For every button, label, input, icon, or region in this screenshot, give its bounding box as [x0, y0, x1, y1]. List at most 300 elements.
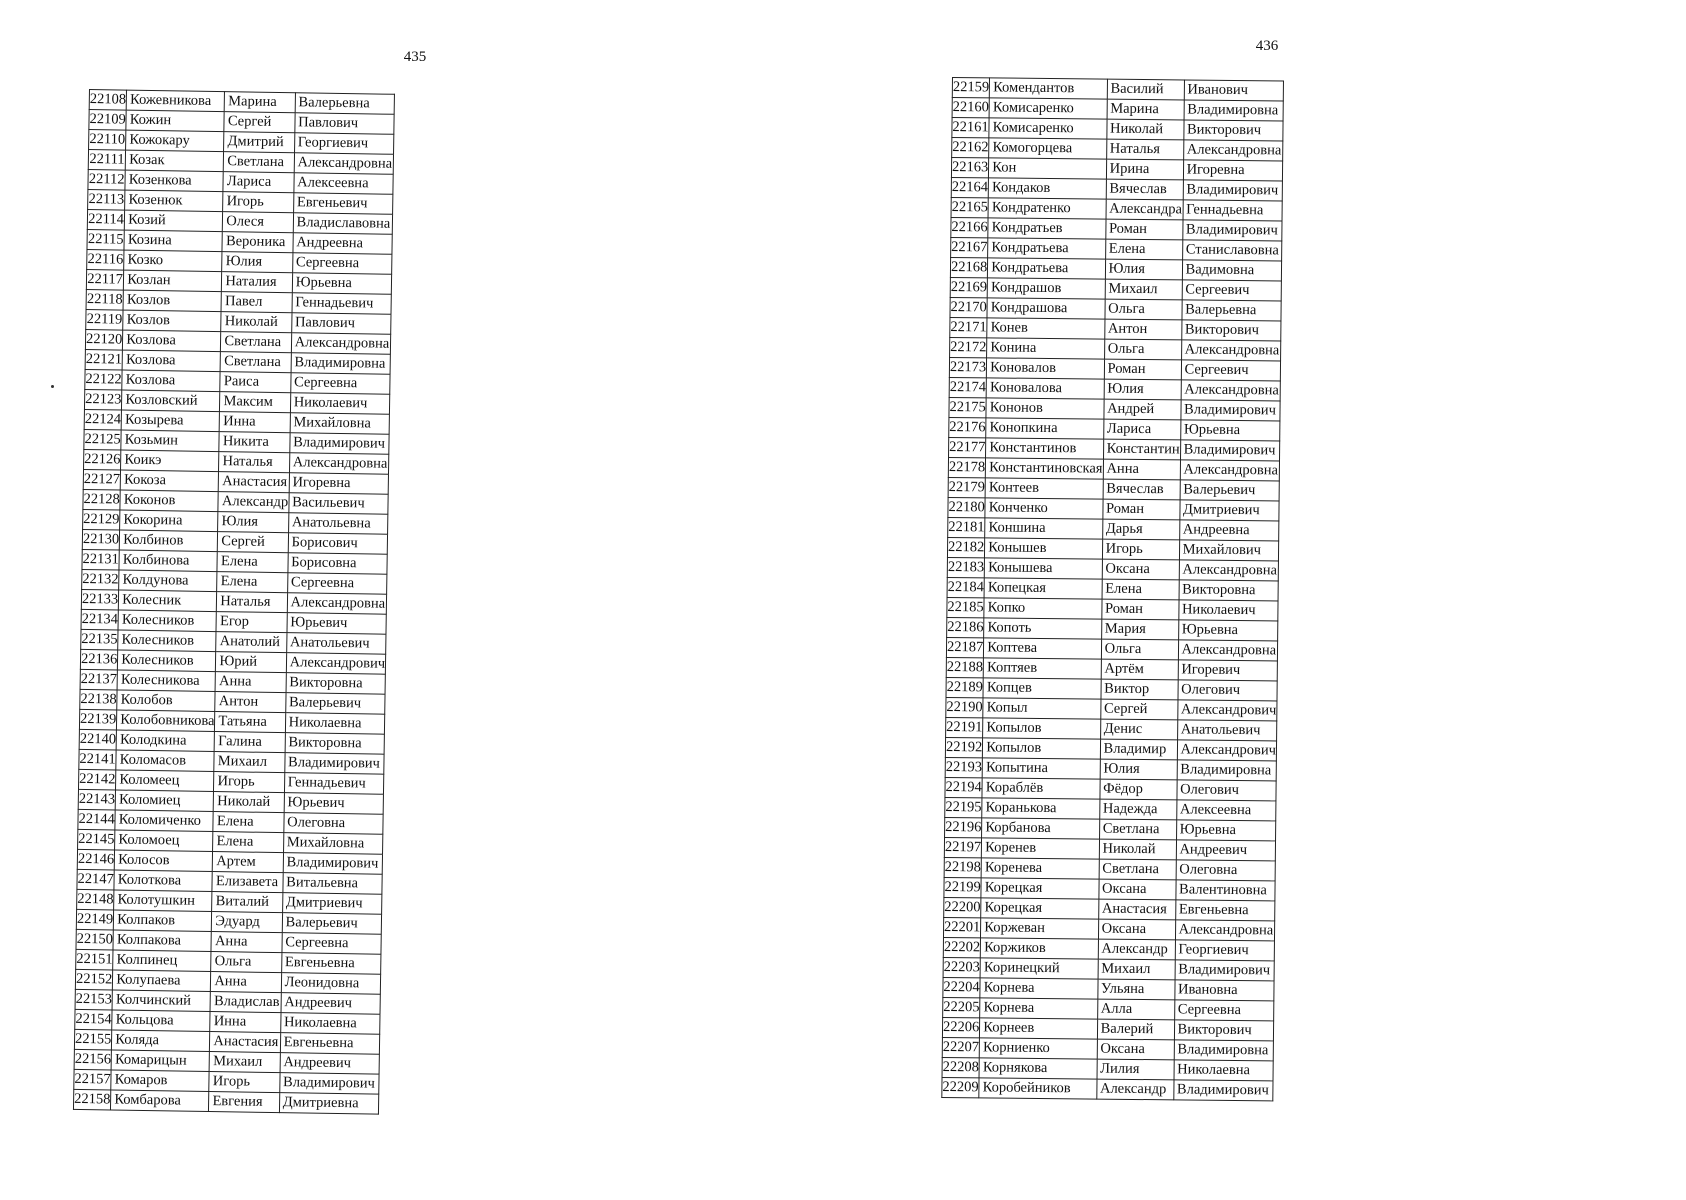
last-name-cell: Копцев [983, 678, 1101, 699]
record-number-cell: 22197 [944, 837, 981, 857]
record-number-cell: 22131 [82, 549, 120, 570]
patronymic-cell: Александровна [1183, 140, 1283, 161]
page-number: 436 [1255, 38, 1279, 54]
patronymic-cell: Леонидовна [281, 973, 381, 995]
first-name-cell: Николай [221, 312, 292, 333]
record-number-cell: 22193 [945, 757, 982, 777]
first-name-cell: Евгения [209, 1092, 280, 1113]
last-name-cell: Козлов [123, 310, 221, 332]
first-name-cell: Инна [210, 1012, 281, 1033]
last-name-cell: Контеев [985, 478, 1103, 499]
record-number-cell: 22150 [76, 929, 114, 950]
record-number-cell: 22154 [75, 1009, 113, 1030]
patronymic-cell: Дмитриевич [282, 893, 382, 915]
table-row [949, 417, 1280, 440]
first-name-cell: Анна [211, 932, 282, 953]
last-name-cell: Кокорина [120, 510, 218, 532]
record-number-cell: 22121 [85, 349, 123, 370]
patronymic-cell: Сергеевна [287, 573, 387, 595]
first-name-cell: Александр [1096, 1079, 1173, 1100]
table-row [942, 1017, 1273, 1040]
stray-mark [51, 385, 54, 388]
last-name-cell: Козлова [123, 330, 221, 352]
record-number-cell: 22134 [81, 609, 119, 630]
patronymic-cell: Сергеевна [292, 253, 392, 275]
first-name-cell: Эдуард [212, 912, 283, 933]
patronymic-cell: Юрьевич [287, 613, 387, 635]
first-name-cell: Юлия [1104, 379, 1181, 400]
record-number-cell: 22141 [79, 749, 117, 770]
first-name-cell: Василий [1107, 79, 1184, 100]
first-name-cell: Юлия [218, 512, 289, 533]
record-number-cell: 22188 [946, 657, 983, 677]
record-number-cell: 22185 [947, 597, 984, 617]
last-name-cell: Коломиец [115, 790, 213, 812]
first-name-cell: Николай [214, 792, 285, 813]
last-name-cell: Кондаков [988, 178, 1106, 199]
patronymic-cell: Александрович [1177, 700, 1277, 721]
table-row [947, 557, 1278, 580]
patronymic-cell: Владимировна [1177, 760, 1277, 781]
record-number-cell: 22130 [82, 529, 120, 550]
first-name-cell: Вячеслав [1103, 479, 1180, 500]
record-number-cell: 22177 [949, 437, 986, 457]
last-name-cell: Коранькова [982, 798, 1100, 819]
patronymic-cell: Юрьевна [1180, 420, 1280, 441]
first-name-cell: Валерий [1097, 1019, 1174, 1040]
first-name-cell: Виталий [212, 892, 283, 913]
first-name-cell: Владислав [210, 992, 281, 1013]
patronymic-cell: Владимирович [289, 433, 389, 455]
first-name-cell: Галина [214, 732, 285, 753]
record-number-cell: 22199 [944, 877, 981, 897]
record-number-cell: 22149 [76, 909, 114, 930]
record-number-cell: 22164 [951, 177, 988, 197]
last-name-cell: Колесникова [117, 670, 215, 692]
patronymic-cell: Михайлович [1179, 540, 1279, 561]
table-row [950, 317, 1281, 340]
last-name-cell: Комисаренко [989, 98, 1107, 119]
first-name-cell: Игорь [1102, 539, 1179, 560]
last-name-cell: Константиновская [986, 458, 1104, 479]
record-number-cell: 22209 [942, 1077, 979, 1097]
record-number-cell: 22132 [82, 569, 120, 590]
first-name-cell: Николай [1106, 119, 1183, 140]
last-name-cell: Козьмин [121, 430, 219, 452]
table-row [949, 377, 1280, 400]
first-name-cell: Фёдор [1100, 779, 1177, 800]
patronymic-cell: Валерьевна [1182, 300, 1282, 321]
record-number-cell: 22143 [78, 789, 116, 810]
record-number-cell: 22148 [77, 889, 115, 910]
first-name-cell: Михаил [209, 1052, 280, 1073]
first-name-cell: Николай [1099, 839, 1176, 860]
last-name-cell: Корниенко [979, 1038, 1097, 1059]
patronymic-cell: Евгеньевна [1175, 900, 1275, 921]
patronymic-cell: Александровна [1175, 920, 1275, 941]
last-name-cell: Комогорцева [989, 138, 1107, 159]
table-row [951, 177, 1282, 200]
first-name-cell: Елена [1105, 239, 1182, 260]
first-name-cell: Юлия [1105, 259, 1182, 280]
record-number-cell: 22152 [75, 969, 113, 990]
record-number-cell: 22117 [86, 269, 124, 290]
table-row [942, 1037, 1273, 1060]
patronymic-cell: Георгиевич [1175, 940, 1275, 961]
record-number-cell: 22181 [948, 517, 985, 537]
last-name-cell: Колотушкин [114, 890, 212, 912]
record-number-cell: 22198 [944, 857, 981, 877]
first-name-cell: Наталья [1106, 139, 1183, 160]
table-row [949, 437, 1280, 460]
patronymic-cell: Николаевна [1174, 1060, 1274, 1081]
first-name-cell: Лариса [1103, 419, 1180, 440]
last-name-cell: Корецкая [981, 898, 1099, 919]
last-name-cell: Козлова [122, 370, 220, 392]
patronymic-cell: Владимировна [1174, 1040, 1274, 1061]
last-name-cell: Колпакова [113, 930, 211, 952]
record-number-cell: 22122 [85, 369, 123, 390]
record-number-cell: 22110 [89, 130, 127, 151]
last-name-cell: Колпинец [113, 950, 211, 972]
patronymic-cell: Андреевич [280, 1053, 380, 1075]
last-name-cell: Кондрашов [987, 278, 1105, 299]
first-name-cell: Анастасия [210, 1032, 281, 1053]
table-row [942, 1077, 1273, 1100]
last-name-cell: Колесник [119, 590, 217, 612]
record-number-cell: 22202 [943, 937, 980, 957]
patronymic-cell: Александровна [1180, 460, 1280, 481]
table-row [942, 1057, 1273, 1080]
patronymic-cell: Сергеевна [290, 373, 390, 395]
patronymic-cell: Иванович [1184, 80, 1284, 101]
last-name-cell: Колбинова [119, 550, 217, 572]
patronymic-cell: Сергеевич [1182, 280, 1282, 301]
record-number-cell: 22200 [944, 897, 981, 917]
patronymic-cell: Дмитриевич [1179, 500, 1279, 521]
patronymic-cell: Павлович [294, 113, 394, 135]
record-number-cell: 22178 [948, 457, 985, 477]
last-name-cell: Коляда [112, 1030, 210, 1052]
first-name-cell: Артем [213, 852, 284, 873]
record-number-cell: 22160 [952, 98, 989, 118]
record-number-cell: 22126 [84, 449, 122, 470]
first-name-cell: Виктор [1101, 679, 1178, 700]
record-number-cell: 22158 [73, 1089, 111, 1110]
last-name-cell: Коломасов [116, 750, 214, 772]
first-name-cell: Елена [1102, 579, 1179, 600]
first-name-cell: Вероника [222, 232, 293, 253]
last-name-cell: Корнева [980, 978, 1098, 999]
patronymic-cell: Евгеньевна [281, 953, 381, 975]
record-number-cell: 22155 [74, 1029, 112, 1050]
patronymic-cell: Михайловна [283, 833, 383, 855]
record-number-cell: 22174 [949, 377, 986, 397]
last-name-cell: Кондрашова [987, 298, 1105, 319]
first-name-cell: Сергей [218, 532, 289, 553]
last-name-cell: Копытина [982, 758, 1100, 779]
last-name-cell: Копылов [983, 718, 1101, 739]
record-number-cell: 22120 [85, 329, 123, 350]
patronymic-cell: Викторовна [1179, 580, 1279, 601]
first-name-cell: Дмитрий [224, 132, 295, 153]
table-row [946, 717, 1277, 740]
first-name-cell: Ольга [1104, 339, 1181, 360]
table-row [945, 777, 1276, 800]
first-name-cell: Раиса [220, 372, 291, 393]
first-name-cell: Роман [1101, 599, 1178, 620]
table-row [946, 657, 1277, 680]
patronymic-cell: Андреевна [293, 233, 393, 255]
first-name-cell: Елизавета [212, 872, 283, 893]
first-name-cell: Андрей [1104, 399, 1181, 420]
first-name-cell: Елена [213, 812, 284, 833]
patronymic-cell: Николаевна [280, 1013, 380, 1035]
table-body [73, 90, 394, 1115]
first-name-cell: Оксана [1102, 559, 1179, 580]
first-name-cell: Михаил [1098, 959, 1175, 980]
record-number-cell: 22166 [951, 217, 988, 237]
patronymic-cell: Валерьевна [295, 93, 395, 115]
record-number-cell: 22125 [84, 429, 122, 450]
last-name-cell: Козий [125, 210, 223, 232]
last-name-cell: Кокоза [120, 470, 218, 492]
record-number-cell: 22127 [83, 469, 121, 490]
record-number-cell: 22157 [74, 1069, 112, 1090]
table-row [943, 977, 1274, 1000]
record-number-cell: 22124 [84, 409, 122, 430]
patronymic-cell: Евгеньевич [293, 193, 393, 215]
last-name-cell: Кононов [986, 398, 1104, 419]
table-row [944, 897, 1275, 920]
first-name-cell: Анастасия [1098, 899, 1175, 920]
patronymic-cell: Николаевич [1178, 600, 1278, 621]
last-name-cell: Корнякова [979, 1058, 1097, 1079]
patronymic-cell: Владимирович [1180, 400, 1280, 421]
table-row [947, 537, 1278, 560]
table-row [943, 997, 1274, 1020]
first-name-cell: Олеся [223, 212, 294, 233]
last-name-cell: Комбарова [111, 1090, 209, 1112]
first-name-cell: Анатолий [216, 632, 287, 653]
table-row [945, 817, 1276, 840]
first-name-cell: Наталия [222, 272, 293, 293]
patronymic-cell: Васильевич [289, 493, 389, 515]
record-number-cell: 22156 [74, 1049, 112, 1070]
last-name-cell: Копецкая [984, 578, 1102, 599]
table-row [943, 937, 1274, 960]
record-number-cell: 22194 [945, 777, 982, 797]
record-number-cell: 22176 [949, 417, 986, 437]
record-number-cell: 22108 [89, 90, 127, 111]
table-row [952, 98, 1283, 121]
record-number-cell: 22195 [945, 797, 982, 817]
patronymic-cell: Дмитриевна [279, 1093, 379, 1115]
patronymic-cell: Юрьевна [1176, 820, 1276, 841]
record-number-cell: 22180 [948, 497, 985, 517]
table-body [942, 78, 1284, 1101]
last-name-cell: Коикэ [121, 450, 219, 472]
table-row [944, 837, 1275, 860]
table-row [952, 118, 1283, 141]
table-row [950, 297, 1281, 320]
record-number-cell: 22187 [946, 637, 983, 657]
last-name-cell: Конченко [985, 498, 1103, 519]
last-name-cell: Комарицын [111, 1050, 209, 1072]
last-name-cell: Козенюк [125, 190, 223, 212]
table-row [947, 577, 1278, 600]
patronymic-cell: Владимирович [283, 853, 383, 875]
first-name-cell: Ольга [1105, 299, 1182, 320]
first-name-cell: Юлия [222, 252, 293, 273]
first-name-cell: Антон [1104, 319, 1181, 340]
record-number-cell: 22196 [945, 817, 982, 837]
patronymic-cell: Михайловна [290, 413, 390, 435]
patronymic-cell: Игоревич [1178, 660, 1278, 681]
last-name-cell: Коконов [120, 490, 218, 512]
record-number-cell: 22175 [949, 397, 986, 417]
last-name-cell: Козлова [122, 350, 220, 372]
record-number-cell: 22142 [78, 769, 116, 790]
last-name-cell: Козлов [123, 290, 221, 312]
patronymic-cell: Валерьевич [1180, 480, 1280, 501]
patronymic-cell: Владимировна [291, 353, 391, 375]
table-row [951, 217, 1282, 240]
patronymic-cell: Геннадьевич [292, 293, 392, 315]
last-name-cell: Колбинов [120, 530, 218, 552]
last-name-cell: Кожокару [126, 130, 224, 152]
first-name-cell: Ольга [211, 952, 282, 973]
last-name-cell: Корнеев [980, 1018, 1098, 1039]
record-number-cell: 22146 [77, 849, 115, 870]
table-row [945, 757, 1276, 780]
first-name-cell: Ольга [1101, 639, 1178, 660]
last-name-cell: Корнева [980, 998, 1098, 1019]
first-name-cell: Вячеслав [1106, 179, 1183, 200]
record-number-cell: 22203 [943, 957, 980, 977]
last-name-cell: Коломоец [115, 830, 213, 852]
last-name-cell: Колупаева [113, 970, 211, 992]
record-number-cell: 22171 [950, 317, 987, 337]
first-name-cell: Лариса [223, 172, 294, 193]
patronymic-cell: Александрович [286, 653, 386, 675]
last-name-cell: Коншина [985, 518, 1103, 539]
first-name-cell: Игорь [214, 772, 285, 793]
last-name-cell: Коновалов [987, 358, 1105, 379]
name-register-table [941, 77, 1284, 1101]
record-number-cell: 22190 [946, 697, 983, 717]
patronymic-cell: Ивановна [1174, 980, 1274, 1001]
record-number-cell: 22129 [83, 509, 121, 530]
patronymic-cell: Владимирович [1173, 1080, 1273, 1101]
first-name-cell: Александр [218, 492, 289, 513]
first-name-cell: Светлана [221, 332, 292, 353]
record-number-cell: 22144 [78, 809, 116, 830]
patronymic-cell: Борисовна [288, 553, 388, 575]
record-number-cell: 22208 [942, 1057, 979, 1077]
last-name-cell: Козак [125, 150, 223, 172]
record-number-cell: 22139 [79, 709, 117, 730]
table-row [952, 78, 1283, 101]
last-name-cell: Комаров [111, 1070, 209, 1092]
record-number-cell: 22161 [952, 118, 989, 138]
last-name-cell: Козырева [121, 410, 219, 432]
first-name-cell: Денис [1100, 719, 1177, 740]
last-name-cell: Комендантов [990, 78, 1108, 99]
record-number-cell: 22153 [75, 989, 113, 1010]
last-name-cell: Копоть [984, 618, 1102, 639]
first-name-cell: Ирина [1106, 159, 1183, 180]
first-name-cell: Владимир [1100, 739, 1177, 760]
last-name-cell: Кондратенко [988, 198, 1106, 219]
table-row [946, 637, 1277, 660]
patronymic-cell: Владимирович [279, 1073, 379, 1095]
last-name-cell: Колдунова [119, 570, 217, 592]
patronymic-cell: Игоревна [1183, 160, 1283, 181]
table-row [946, 697, 1277, 720]
last-name-cell: Коринецкий [980, 958, 1098, 979]
record-number-cell: 22112 [88, 169, 126, 190]
patronymic-cell: Евгеньевна [280, 1033, 380, 1055]
first-name-cell: Максим [220, 392, 291, 413]
first-name-cell: Светлана [1099, 859, 1176, 880]
record-number-cell: 22172 [950, 337, 987, 357]
first-name-cell: Оксана [1097, 1039, 1174, 1060]
record-number-cell: 22204 [943, 977, 980, 997]
table-row [947, 597, 1278, 620]
table-row [952, 138, 1283, 161]
first-name-cell: Надежда [1099, 799, 1176, 820]
table-row [950, 277, 1281, 300]
patronymic-cell: Олеговна [1176, 860, 1276, 881]
last-name-cell: Козенкова [125, 170, 223, 192]
record-number-cell: 22114 [87, 209, 125, 230]
patronymic-cell: Александровна [1181, 380, 1281, 401]
first-name-cell: Наталья [217, 592, 288, 613]
last-name-cell: Колосов [114, 850, 212, 872]
record-number-cell: 22123 [84, 389, 122, 410]
table-row [951, 237, 1282, 260]
first-name-cell: Сергей [224, 112, 295, 133]
record-number-cell: 22109 [89, 110, 127, 131]
last-name-cell: Колесников [118, 630, 216, 652]
patronymic-cell: Вадимовна [1182, 260, 1282, 281]
record-number-cell: 22147 [77, 869, 115, 890]
last-name-cell: Козина [124, 230, 222, 252]
first-name-cell: Светлана [220, 352, 291, 373]
last-name-cell: Козлан [124, 270, 222, 292]
first-name-cell: Марина [225, 92, 296, 113]
first-name-cell: Елена [217, 552, 288, 573]
first-name-cell: Роман [1102, 499, 1179, 520]
last-name-cell: Кораблёв [982, 778, 1100, 799]
table-row [948, 497, 1279, 520]
patronymic-cell: Анатольевна [288, 513, 388, 535]
last-name-cell: Копко [984, 598, 1102, 619]
first-name-cell: Сергей [1100, 699, 1177, 720]
table-row [945, 737, 1276, 760]
first-name-cell: Татьяна [215, 712, 286, 733]
record-number-cell: 22207 [942, 1037, 979, 1057]
first-name-cell: Алла [1097, 999, 1174, 1020]
patronymic-cell: Александровна [1178, 640, 1278, 661]
first-name-cell: Оксана [1098, 879, 1175, 900]
last-name-cell: Кондратьев [988, 218, 1106, 239]
first-name-cell: Михаил [1105, 279, 1182, 300]
patronymic-cell: Александровна [294, 153, 394, 175]
record-number-cell: 22135 [81, 629, 119, 650]
last-name-cell: Колесников [118, 650, 216, 672]
